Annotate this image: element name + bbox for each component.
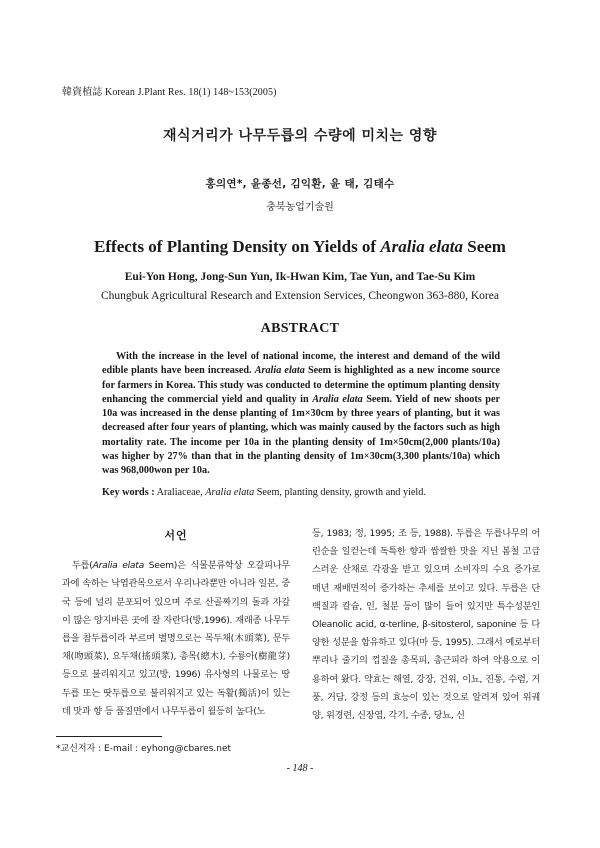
korean-affiliation: 충북농업기술원	[266, 202, 334, 213]
english-authors: Eui-Yon Hong, Jong-Sun Yun, Ik-Hwan Kim, Tae Yun, and Tae-Su Kim	[124, 271, 476, 283]
species-name: Aralia elata	[254, 365, 305, 377]
keywords-text: Araliaceae, Aralia elata Seem, planting density, growth and yield.	[156, 487, 426, 498]
corresponding-author-footnote: *교신저자 : E-mail : eyhong@cbares.net	[56, 744, 232, 754]
species-name: Aralia elata	[312, 393, 363, 405]
species-name: Aralia elata	[205, 487, 255, 498]
species-name: Aralia elata	[380, 237, 463, 256]
korean-title: 재식거리가 나무두릅의 수량에 미치는 영향	[163, 128, 437, 144]
journal-reference: 韓資植誌 Korean J.Plant Res. 18(1) 148~153(2005)	[62, 87, 277, 98]
keywords	[102, 487, 522, 498]
species-name: Aralia elata	[92, 560, 145, 572]
keywords-label: Key words :	[102, 487, 155, 498]
korean-authors: 홍의연*, 윤종선, 김익환, 윤 태, 김태수	[205, 178, 395, 190]
intro-left-column	[62, 525, 290, 721]
english-title: Effects of Planting Density on Yields of Aralia elata Seem	[94, 237, 506, 256]
intro-left-paragraph: 두릅(Aralia elata Seem)은 식물분류학상 오갈피나무과에 속하는 낙엽관목으로서 우리나라뿐만 아니라 일본, 중국 등에 널리 분포되어 있으며 주로 산골짜기의 돌과 자갈이 많은 양지바른 곳에 잘 자란다(방,1996). 재래종 나무두릅을 참두릅이라 부르며 별명으로는 목두채(木頭菜), 문두채(吻頭菜), 요두채(搖頭菜), 총목(總木), 수룡아(樹龍芽) 등으로 불리워지고 있고(방, 1996) 유사형의 나물로는 땅두릅 또는 땃두릅으로 불리워지고 있는 독활(獨活)이 있는데 맛과 향 등 품질면에서 나무두릅이 월등히 높다(노	[62, 560, 290, 717]
intro-right-paragraph: 등, 1983; 정, 1995; 조 등, 1988). 두릅은 두릅나무의 어린순을 일컫는데 독특한 향과 쌉쌀한 맛을 지닌 봄철 고급스러운 산채로 각광을 받고 있으며 소비자의 수요 증가로 매년 재배면적이 증가하는 추세를 보이고 있다. 두릅은 단백질과 칼슘, 인, 철분 등이 많이 들어 있지만 특수성분인 Oleanolic acid, α-terline, β-sitosterol, saponine 등 다양한 성분을 함유하고 있다(마 등, 1995). 그래서 예로부터 뿌리나 줄기의 껍질을 총목피, 총근피라 하여 약용으로 이용하여 왔다. 약효는 해열, 강장, 건위, 이뇨, 진통, 수렴, 거풍, 거담, 강정 등의 효능이 있는 것으로 알려져 있어 위궤양, 위경련, 신장염, 각기, 수종, 당뇨, 신	[312, 528, 540, 722]
intro-heading: 서언	[164, 529, 188, 542]
page-number: - 148 -	[286, 763, 314, 774]
abstract-body: With the increase in the level of national income, the interest and demand of the wild edible plants have been increased. Aralia elata Seem is highlighted as a new income source for farmers in Korea. This study was conducted to determine the optimum planting density enhancing the commercial yield and quality in Aralia elata Seem. Yield of new shoots per 10a was increased in the dense planting of 1m×30cm by three years of planting, but it was decreased after four years of planting, which was mainly caused by the factors such as high mortality rate. The income per 10a in the planting density of 1m×50cm(2,000 plants/10a) was higher by 27% than that in the planting density of 1m×30cm(3,300 plants/10a) which was 968,000won per 10a.	[102, 351, 500, 477]
footnote-divider	[56, 736, 162, 737]
english-affiliation: Chungbuk Agricultural Research and Extension Services, Cheongwon 363-880, Korea	[101, 290, 499, 302]
abstract-heading: ABSTRACT	[260, 321, 340, 336]
intro-right-column	[312, 525, 540, 725]
